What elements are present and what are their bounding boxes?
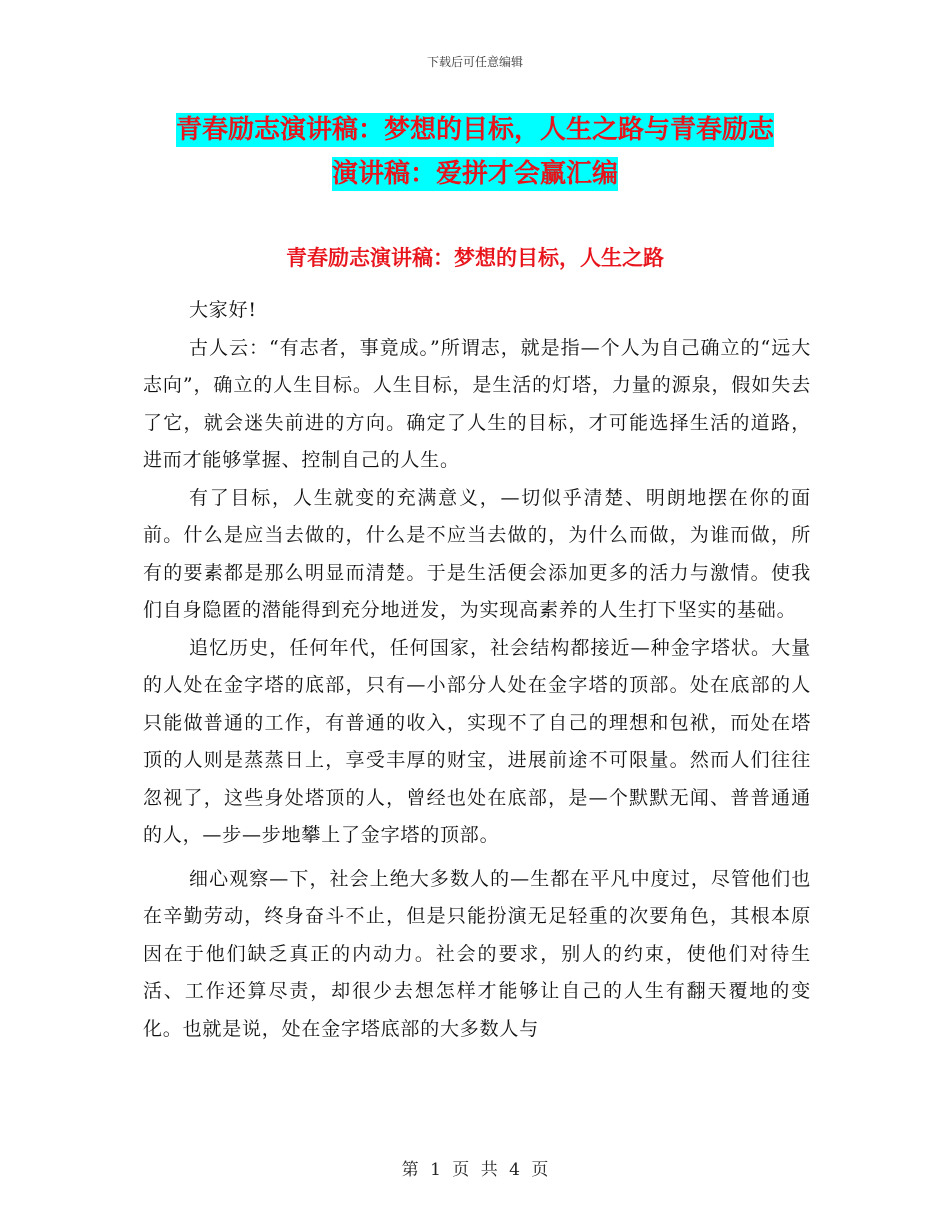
paragraph: 细心观察—下，社会上绝大多数人的—生都在平凡中度过，尽管他们也在辛勤劳动，终身奋斗不止，但是只能扮演无足轻重的次要角色，其根本原因在于他们缺乏真正的内动力。社会的要求，别人的约束，使他们对待生活、工作还算尽责，却很少去想怎样才能够让自己的人生有翻天覆地的变化。也就是说，处在金字塔底部的大多数人与 bbox=[143, 867, 811, 1040]
document-title-line-1: 青春励志演讲稿：梦想的目标，人生之路与青春励志 bbox=[175, 115, 774, 145]
page-number-footer: 第 1 页 共 4 页 bbox=[401, 1160, 549, 1180]
paragraph: 古人云：“有志者，事竟成。”所谓志，就是指—个人为自己确立的“远大志向”，确立的人生目标。人生目标，是生活的灯塔，力量的源泉，假如失去了它，就会迷失前进的方向。确定了人生的目标，才可能选择生活的道路，进而才能够掌握、控制自己的人生。 bbox=[143, 336, 811, 471]
document-title-line-2: 演讲稿：爱拼才会赢汇编 bbox=[331, 159, 618, 189]
section-title: 青春励志演讲稿：梦想的目标，人生之路 bbox=[286, 246, 664, 270]
document-body bbox=[143, 292, 811, 1048]
page-header-note: 下载后可任意编辑 bbox=[426, 55, 523, 69]
paragraph: 有了目标，人生就变的充满意义，—切似乎清楚、明朗地摆在你的面前。什么是应当去做的，什么是不应当去做的，为什么而做，为谁而做，所有的要素都是那么明显而清楚。于是生活便会添加更多的活力与激情。使我们自身隐匿的潜能得到充分地迸发，为实现高素养的人生打下坚实的基础。 bbox=[143, 486, 811, 621]
paragraph-greeting: 大家好! bbox=[189, 299, 257, 321]
document-title bbox=[140, 108, 810, 196]
paragraph: 追忆历史，任何年代，任何国家，社会结构都接近—种金字塔状。大量的人处在金字塔的底部，只有—小部分人处在金字塔的顶部。处在底部的人只能做普通的工作，有普通的收入，实现不了自己的理想和包袱，而处在塔顶的人则是蒸蒸日上，享受丰厚的财宝，进展前途不可限量。然而人们往往忽视了，这些身处塔顶的人，曾经也处在底部，是—个默默无闻、普普通通的人，—步—步地攀上了金字塔的顶部。 bbox=[143, 636, 811, 846]
